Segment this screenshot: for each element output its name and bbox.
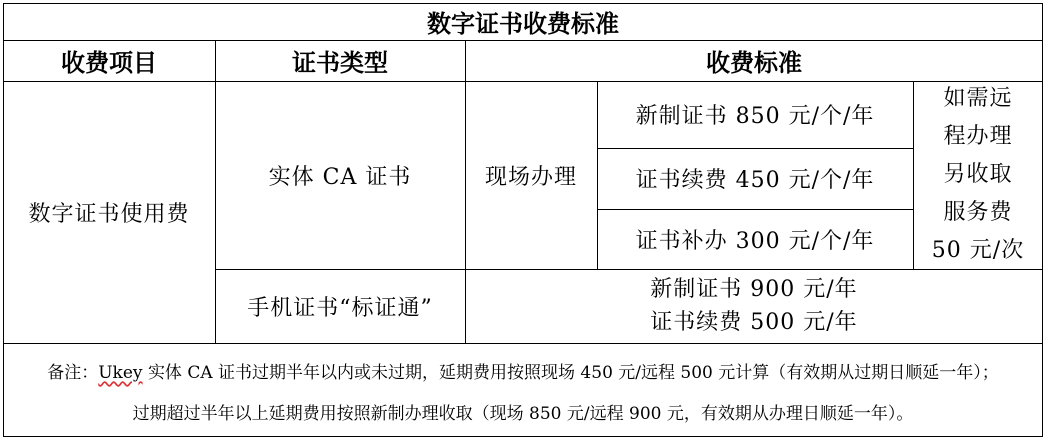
header-fee-standard: 收费标准 (706, 49, 802, 77)
col-rule-2 (465, 40, 466, 343)
border-top (3, 3, 1043, 4)
rule-fee-1 (597, 148, 913, 149)
remote-note-line: 服务费 (943, 200, 1013, 225)
ukey-term: Ukey (98, 363, 143, 383)
rule-mobile (215, 269, 1043, 270)
fee-item-name: 数字证书使用费 (28, 201, 190, 227)
header-fee-item: 收费项目 (61, 49, 157, 77)
fee-renew-physical: 证书续费 450 元/个/年 (635, 168, 875, 193)
rule-fee-2 (597, 209, 913, 210)
border-right (1042, 3, 1043, 437)
col-rule-4 (913, 81, 914, 269)
rule-under-header (3, 81, 1043, 82)
fee-new-physical: 新制证书 850 元/个/年 (635, 104, 875, 129)
col-rule-3 (597, 81, 598, 269)
fee-new-mobile: 新制证书 900 元/年 (650, 277, 858, 302)
remarks-line-1-text: 实体 CA 证书过期半年以内或未过期，延期费用按照现场 450 元/远程 500 元计算（有效期从过期日顺延一年）； (147, 363, 999, 383)
remarks-prefix: 备注： (47, 363, 99, 383)
remarks-line-2: 过期超过半年以上延期费用按照新制办理收取（现场 850 元/远程 900 元，有效期从办理日顺延一年）。 (132, 404, 914, 424)
rule-under-title (3, 40, 1043, 41)
remote-note-line: 程办理 (943, 124, 1013, 149)
col-rule-1 (215, 40, 216, 343)
header-cert-type: 证书类型 (292, 49, 388, 77)
remote-note-line: 50 元/次 (931, 238, 1025, 263)
remote-note-line: 如需远 (943, 86, 1013, 111)
border-left (3, 3, 4, 437)
remarks-line-1 (3, 358, 1043, 383)
rule-remarks (3, 343, 1043, 344)
cert-type-mobile: 手机证书“标证通” (247, 295, 433, 321)
table-title: 数字证书收费标准 (427, 10, 619, 38)
cert-type-physical: 实体 CA 证书 (268, 164, 412, 190)
fee-reissue-physical: 证书补办 300 元/个/年 (635, 228, 875, 254)
border-bottom (3, 436, 1043, 437)
handling-onsite: 现场办理 (484, 164, 577, 190)
remote-service-note (913, 81, 1043, 269)
fee-table (3, 3, 1043, 437)
remote-note-line: 另收取 (943, 162, 1013, 187)
fee-renew-mobile: 证书续费 500 元/年 (650, 310, 858, 335)
mobile-fees (465, 269, 1043, 343)
